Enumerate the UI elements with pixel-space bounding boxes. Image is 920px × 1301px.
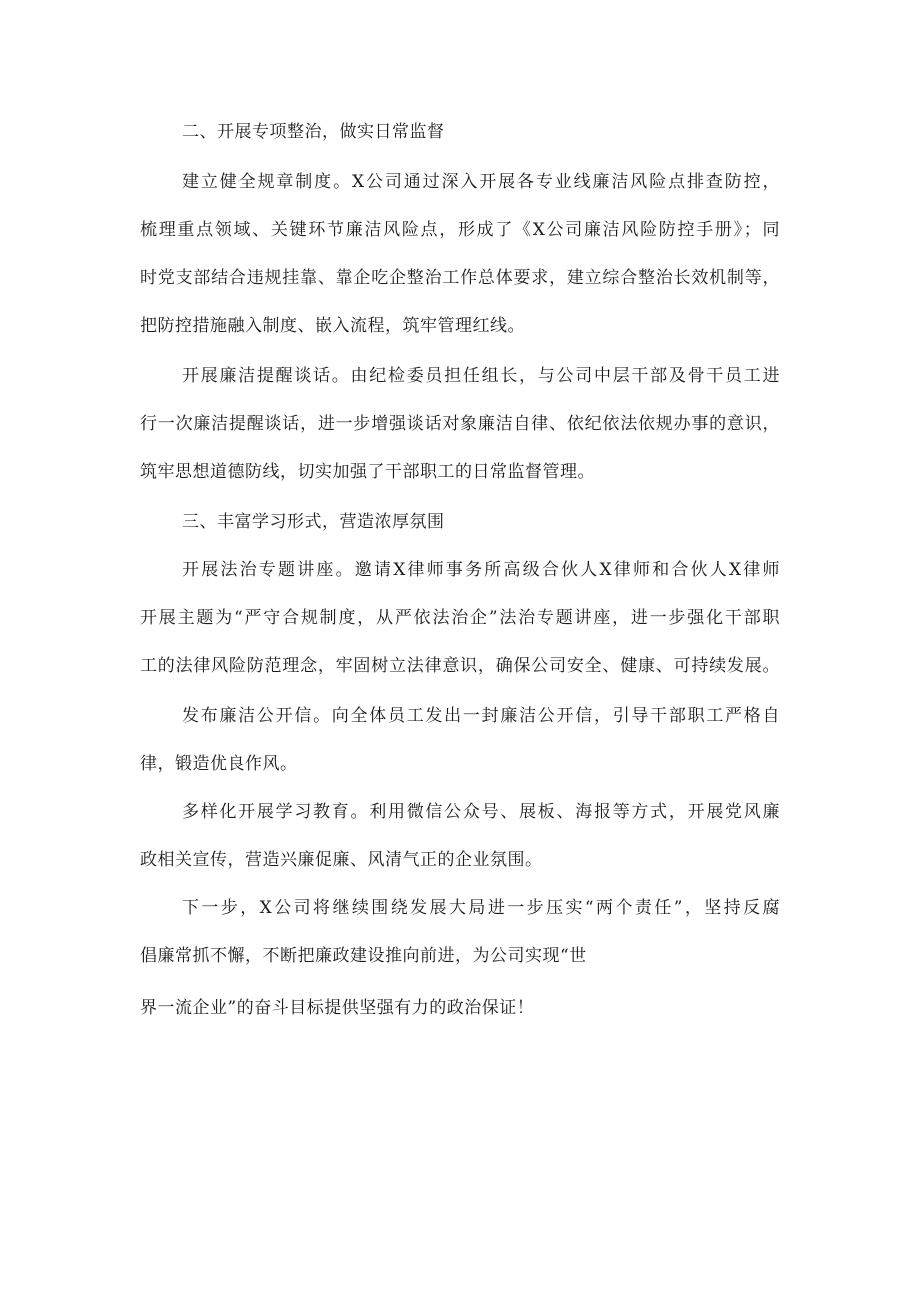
paragraph-line: 界一流企业”的奋斗目标提供坚强有力的政治保证！ [140,998,535,1018]
paragraph-line: 开展法治专题讲座。邀请X律师事务所高级合伙人X律师和合伙人X律师 [182,560,780,580]
paragraph-line: 把防控措施融入制度、嵌入流程，筑牢管理红线。 [140,316,525,336]
paragraph-line: 筑牢思想道德防线，切实加强了干部职工的日常监督管理。 [140,462,595,482]
paragraph-line: 政相关宣传，营造兴廉促廉、风清气正的企业氛围。 [140,850,543,870]
paragraph-line: 倡廉常抓不懈，不断把廉政建设推向前进，为公司实现“世 [140,946,587,966]
paragraph-line: 下一步，X公司将继续围绕发展大局进一步压实“两个责任”，坚持反腐 [182,898,780,918]
paragraph-line: 多样化开展学习教育。利用微信公众号、展板、海报等方式，开展党风廉 [182,802,780,822]
paragraph-line: 行一次廉洁提醒谈话，进一步增强谈话对象廉洁自律、依纪依法依规办事的意识， [140,414,780,434]
paragraph-line: 发布廉洁公开信。向全体员工发出一封廉洁公开信，引导干部职工严格自 [182,706,780,726]
paragraph-line: 工的法律风险防范理念，牢固树立法律意识，确保公司安全、健康、可持续发展。 [140,656,780,676]
paragraph-line: 时党支部结合违规挂靠、靠企吃企整治工作总体要求，建立综合整治长效机制等， [140,268,780,288]
section-heading-3: 三、丰富学习形式，营造浓厚氛围 [182,512,445,532]
paragraph-line: 开展廉洁提醒谈话。由纪检委员担任组长，与公司中层干部及骨干员工进 [182,366,780,386]
paragraph-line: 建立健全规章制度。X公司通过深入开展各专业线廉洁风险点排查防控， [182,172,780,192]
paragraph-line: 律，锻造优良作风。 [140,754,298,774]
paragraph-line: 开展主题为“严守合规制度，从严依法治企”法治专题讲座，进一步强化干部职 [140,608,780,628]
paragraph-line: 梳理重点领域、关键环节廉洁风险点，形成了《X公司廉洁风险防控手册》；同 [140,220,780,240]
section-heading-2: 二、开展专项整治，做实日常监督 [182,122,445,142]
